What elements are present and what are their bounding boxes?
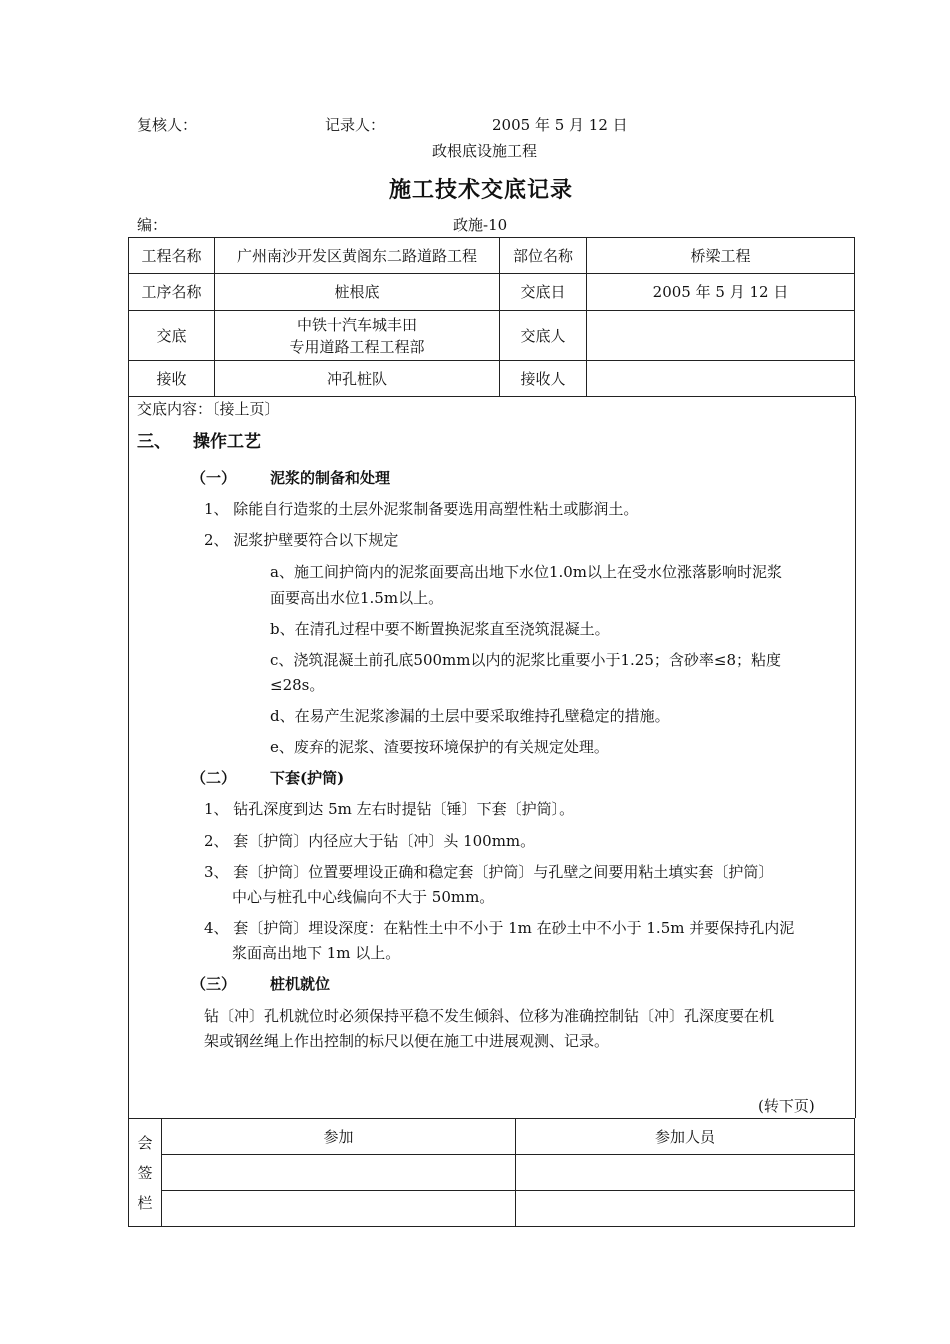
handover-person-label: 交底人 [500,311,587,361]
form-number: 政施-10 [453,216,508,234]
subsection-2-title: 下套(护筒) [270,769,345,787]
subsection-3-title: 桩机就位 [270,975,331,993]
signoff-cell[interactable] [516,1155,855,1191]
project-name: 广州南沙开发区黄阁东二路道路工程 [215,238,500,274]
header-date: 2005 年 5 月 12 日 [492,116,628,134]
subsection-2-number: （二） [191,769,237,787]
process-value: 桩根底 [215,274,500,311]
receiver-person [587,361,855,397]
content-intro: 交底内容：〔接上页〕 [137,400,280,418]
s1-item-1: 1、 除能自行造浆的土层外泥浆制备要选用高塑性粘土或膨润土。 [204,500,639,518]
signoff-label-char3: 栏 [137,1193,153,1212]
part-name: 桥梁工程 [587,238,855,274]
rule-a-line1: a、施工间护筒内的泥浆面要高出地下水位1.0m以上在受水位涨落影响时泥浆 [270,563,783,581]
handover-unit-line1: 中铁十汽车城丰田 [296,315,417,334]
project-type: 政根底设施工程 [432,142,538,160]
rule-c-line2: ≤28s。 [270,676,325,694]
receiver-unit: 冲孔桩队 [215,361,500,397]
handover-unit-line2: 专用道路工程工程部 [289,337,425,356]
handover-person [587,311,855,361]
signoff-cell[interactable] [162,1191,516,1227]
signoff-label [129,1119,162,1227]
process-label: 工序名称 [129,274,215,311]
page-title: 施工技术交底记录 [389,177,574,203]
signoff-col-participate: 参加 [162,1119,516,1155]
project-name-label: 工程名称 [129,238,215,274]
signoff-label-char2: 签 [137,1163,153,1182]
rule-b: b、在清孔过程中要不断置换泥浆直至浇筑混凝土。 [270,620,610,638]
rule-d: d、在易产生泥浆渗漏的土层中要采取维持孔壁稳定的措施。 [270,707,670,725]
signoff-cell[interactable] [162,1155,516,1191]
rule-a-line2: 面要高出水位1.5m以上。 [270,589,444,607]
section-title: 操作工艺 [193,432,261,452]
continued-note: (转下页) [758,1097,815,1115]
s3-line2: 架或钢丝绳上作出控制的标尺以便在施工中进展观测、记录。 [204,1032,610,1050]
signoff-table [128,1118,855,1227]
handover-unit [215,311,500,361]
handover-label: 交底 [129,311,215,361]
s2-item-3-line1: 3、 套〔护筒〕位置要埋设正确和稳定套〔护筒〕与孔壁之间要用粘土填实套〔护筒〕 [204,863,774,881]
subsection-1-number: （一） [191,469,237,487]
s2-item-4-line1: 4、 套〔护筒〕埋设深度：在粘性土中不小于 1m 在砂土中不小于 1.5m 并要保持孔内泥 [204,919,795,937]
section-number: 三、 [137,432,171,452]
signoff-col-participants: 参加人员 [516,1119,855,1155]
s1-item-2: 2、 泥浆护壁要符合以下规定 [204,531,399,549]
code-label: 编： [137,216,168,234]
s2-item-1: 1、 钻孔深度到达 5m 左右时提钻〔锤〕下套〔护筒〕。 [204,800,575,818]
rule-c-line1: c、浇筑混凝土前孔底500mm以内的泥浆比重要小于1.25；含砂率≤8；粘度 [270,651,781,669]
subsection-3-number: （三） [191,975,237,993]
s2-item-3-line2: 中心与桩孔中心线偏向不大于 50mm。 [232,888,495,906]
s3-line1: 钻〔冲〕孔机就位时必须保持平稳不发生倾斜、位移为准确控制钻〔冲〕孔深度要在机 [204,1007,775,1025]
reviewer-label: 复核人： [137,116,198,134]
info-table [128,237,855,397]
recorder-label: 记录人： [325,116,386,134]
part-name-label: 部位名称 [500,238,587,274]
handover-date: 2005 年 5 月 12 日 [587,274,855,311]
s2-item-4-line2: 浆面高出地下 1m 以上。 [232,944,401,962]
receiver-person-label: 接收人 [500,361,587,397]
signoff-cell[interactable] [516,1191,855,1227]
s2-item-2: 2、 套〔护筒〕内径应大于钻〔冲〕头 100mm。 [204,832,536,850]
receive-label: 接收 [129,361,215,397]
handover-date-label: 交底日 [500,274,587,311]
rule-e: e、废弃的泥浆、渣要按环境保护的有关规定处理。 [270,738,609,756]
signoff-label-char1: 会 [137,1133,153,1152]
subsection-1-title: 泥浆的制备和处理 [270,469,391,487]
